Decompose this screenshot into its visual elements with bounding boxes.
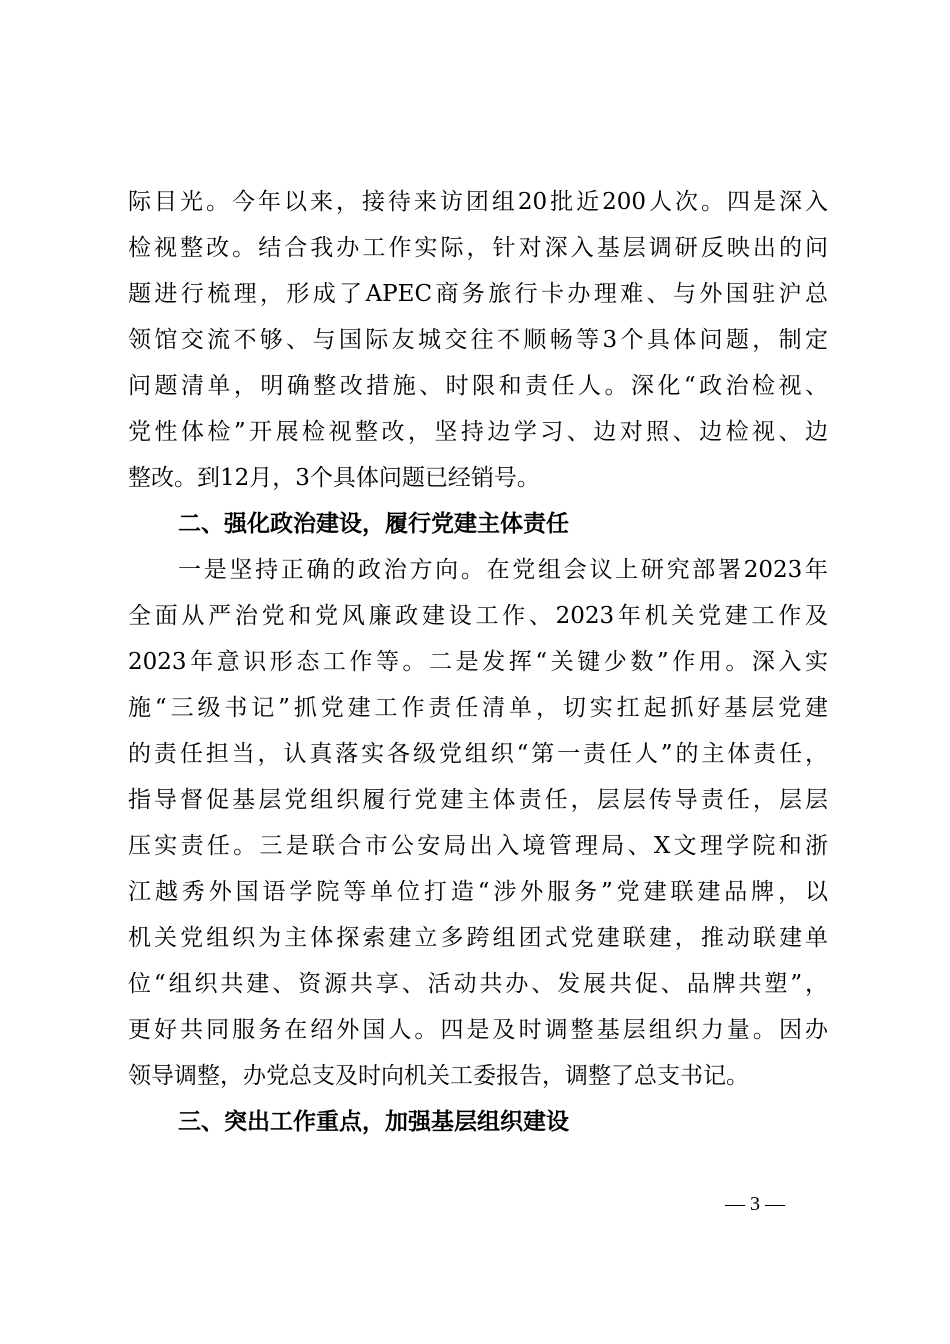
paragraph-2-line-9: 机关党组织为主体探索建立多跨组团式党建联建，推动联建单: [128, 925, 828, 951]
paragraph-1-line-3: 题进行梳理，形成了APEC商务旅行卡办理难、与外国驻沪总: [128, 281, 828, 307]
paragraph-2-line-5: 的责任担当，认真落实各级党组织“第一责任人”的主体责任，: [128, 741, 828, 767]
paragraph-2-line-1: 一是坚持正确的政治方向。在党组会议上研究部署2023年: [178, 557, 828, 583]
paragraph-1-line-4: 领馆交流不够、与国际友城交往不顺畅等3个具体问题，制定: [128, 327, 828, 353]
paragraph-2-line-11: 更好共同服务在绍外国人。四是及时调整基层组织力量。因办: [128, 1017, 828, 1043]
paragraph-1-line-1: 际目光。今年以来，接待来访团组20批近200人次。四是深入: [128, 189, 828, 215]
paragraph-2-line-8: 江越秀外国语学院等单位打造“涉外服务”党建联建品牌，以: [128, 879, 828, 905]
section-heading-2: 二、强化政治建设，履行党建主体责任: [178, 511, 569, 537]
paragraph-2-line-4: 施“三级书记”抓党建工作责任清单，切实扛起抓好基层党建: [128, 695, 828, 721]
paragraph-2-line-3: 2023年意识形态工作等。二是发挥“关键少数”作用。深入实: [128, 649, 828, 675]
paragraph-2-line-10: 位“组织共建、资源共享、活动共办、发展共促、品牌共塑”，: [128, 971, 828, 997]
paragraph-2-line-7: 压实责任。三是联合市公安局出入境管理局、X文理学院和浙: [128, 833, 828, 859]
section-heading-3: 三、突出工作重点，加强基层组织建设: [178, 1109, 569, 1135]
page-number: — 3 —: [725, 1193, 785, 1215]
paragraph-1-line-5: 问题清单，明确整改措施、时限和责任人。深化“政治检视、: [128, 373, 828, 399]
paragraph-2-line-2: 全面从严治党和党风廉政建设工作、2023年机关党建工作及: [128, 603, 828, 629]
paragraph-1-line-6: 党性体检”开展检视整改，坚持边学习、边对照、边检视、边: [128, 419, 828, 445]
paragraph-2-line-6: 指导督促基层党组织履行党建主体责任，层层传导责任，层层: [128, 787, 828, 813]
paragraph-1-line-2: 检视整改。结合我办工作实际，针对深入基层调研反映出的问: [128, 235, 828, 261]
paragraph-2-line-12: 领导调整，办党总支及时向机关工委报告，调整了总支书记。: [128, 1063, 749, 1089]
paragraph-1-line-7: 整改。到12月，3个具体问题已经销号。: [128, 465, 540, 491]
